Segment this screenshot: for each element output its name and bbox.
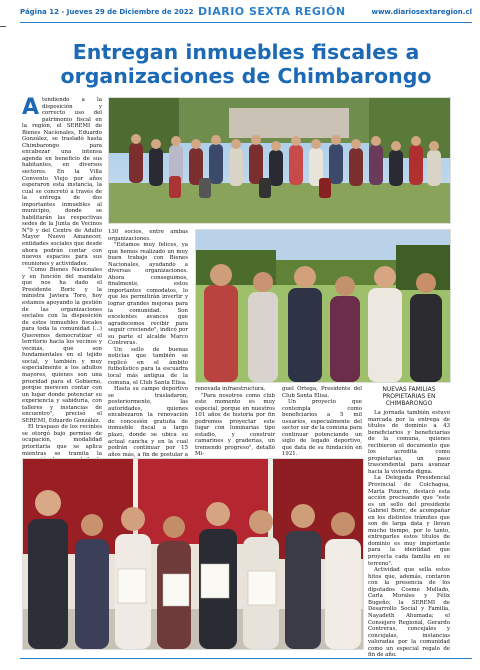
photo-authorities	[195, 229, 451, 383]
paragraph: 130 socios, entre ambas organizaciones.	[108, 229, 188, 242]
header-rule	[20, 22, 472, 23]
article-column-3	[195, 386, 275, 458]
paragraph: Actividad que sella estos hitos que, además, contaron con la presencia de los diputados Cosme Mellado, Carla Morales y Félix Bugeño; la SEREMI de Desarrollo Social y Familia, Nayadeth Ahumada; el Consejero Regional, Gerardo Contreras, concejales y concejalas, instancias valoradas por la comunidad como un especial regalo de fin de año.	[368, 567, 450, 659]
paragraph: Un proyecto que contempla como beneficiarios a 5 mil usuarios, especialmente del sector sur de la comuna para continuar potenciando un siglo de legado deportivo, que data de su fundación en 1921.	[282, 399, 362, 458]
sidebar-column	[368, 386, 450, 659]
article-title	[20, 40, 472, 88]
website-link[interactable]: www.diariosextaregion.cl	[371, 8, 472, 16]
newspaper-name: DIARIO SEXTA REGIÓN	[198, 5, 346, 18]
paragraph: "Para nosotros como club este momento es muy especial, porque en nuestros 101 años de historia por fin podremos proyectar este lugar con luminarias tipo estadio, y construir camarines y graderías, un tremendo progreso", detalló Mi-	[195, 392, 275, 458]
dropcap: A	[22, 95, 40, 120]
paragraph: tendiendo a la disposición y correcto uso del patrimonio fiscal en la región, el SEREMI de Bienes Nacionales, Eduardo González, se trasladó hasta Chimbarongo para encabezar una intensa agenda en beneficio de sus habitantes, en diversos sectores. En la Villa Convento Viejo por años esperaron esta instancia, la cual se concretó a través de la entrega de dos importantes inmuebles al municipio, donde se habilitarán las respectivas sedes de la Junta de Vecinos N°9 y del Centro de Adulto Mayor Nuevo Amanecer, entidades sociales que desde ahora podrán contar con nuevos espacios para sus reuniones y actividades.	[22, 97, 102, 267]
paragraph: guel Ortega, Presidente del Club Santa Elisa.	[282, 386, 362, 399]
margin-tick	[0, 26, 6, 27]
ceremony-photo-image	[23, 459, 363, 649]
paragraph: El traspaso de los recintes se otorgó bajo permiso de ocupación, modalidad prioritaria que se aplica mientras se tramita la	[22, 424, 102, 457]
paragraph: La jornada también estuvo marcada por la entrega de títulos de dominio a 43 beneficiarios y beneficiarias de la comuna, quienes recibieron el documento que los acredita como propietarias, un paso trascendental para avanzar hacia la vivienda digna.	[368, 410, 450, 475]
paragraph: "Como Bienes Nacionales y en función del mandato que nos ha dado el Presidente Boric y la ministra Javiera Toro, hoy estamos apoyando la gestión de las organizaciones sociales con la disposición de estos inmuebles fiscales para toda la comunidad (...) Queremos democratizar el territorio hacia los vecinos y vecinas, que son fundamentales en el tejido social, y también y muy especialmente a los adultos mayores, quienes son una prioridad para el Gobierno, porque merecen contar con un lugar donde potenciar su experiencia y sabiduría, con talleres y instancias de encuentro", precisó el SEREMI, Eduardo González.	[22, 267, 102, 424]
footer-rule	[20, 658, 472, 659]
article-column-1	[22, 95, 102, 457]
title-line-1: Entregan inmuebles fiscales a	[72, 40, 420, 64]
title-line-2: organizaciones de Chimbarongo	[60, 64, 432, 88]
page-header	[20, 6, 472, 20]
group-photo-image	[109, 98, 450, 223]
paragraph: La Delegada Presidencial Provincial de Colchagua, Marta Pizarro, destacó esta acción precisando que "este es un sello del presidente Gabriel Boric, de acompañar en los distintos trámites que son de larga data y llevan mucho tiempo, por lo tanto, entregarles estos títulos de dominio es muy importante para la identidad que proyecta cada familia en su terreno".	[368, 475, 450, 567]
photo-group-villa	[108, 97, 451, 224]
page-date: Página 12 - Jueves 29 de Diciembre de 2022	[20, 8, 194, 16]
paragraph: renovada infraestructura.	[195, 386, 266, 392]
article-column-4	[282, 386, 362, 458]
paragraph: "Estamos muy felices, ya que hemos realizado un muy buen trabajo con Bienes Nacionales, ayudando a diversas organizaciones. Ahora conseguimos, finalmente, estos importantes comodatos, lo que les permitirán invertir y lograr grandes mejoras para la comunidad. Son excelentes avances que agradecemos recibir para seguir creciendo", indicó por su parte el alcalde Marco Contreras.	[108, 242, 188, 347]
sidebar-heading: NUEVAS FAMILIAS PROPIETARIAS EN CHIMBARONGO	[382, 386, 436, 407]
photo-title-ceremony	[22, 458, 364, 650]
paragraph: Un sello de buenas noticias que también se replicó en el ámbito futbolístico para la escuadra local más antigua de la comuna, el Club Santa Elisa.	[108, 346, 188, 386]
authorities-photo-image	[196, 230, 450, 382]
article-column-2	[108, 229, 188, 458]
paragraph: Hasta su campo deportivo se trasladaron, posteriormente, las autoridades, quienes encabezaron la renovación de concesión gratuita de inmueble fiscal a largo plazo, donde se ubica su actual cancha y en la cual podrán continuar por 15 años más, a fin de postular a	[108, 386, 188, 458]
